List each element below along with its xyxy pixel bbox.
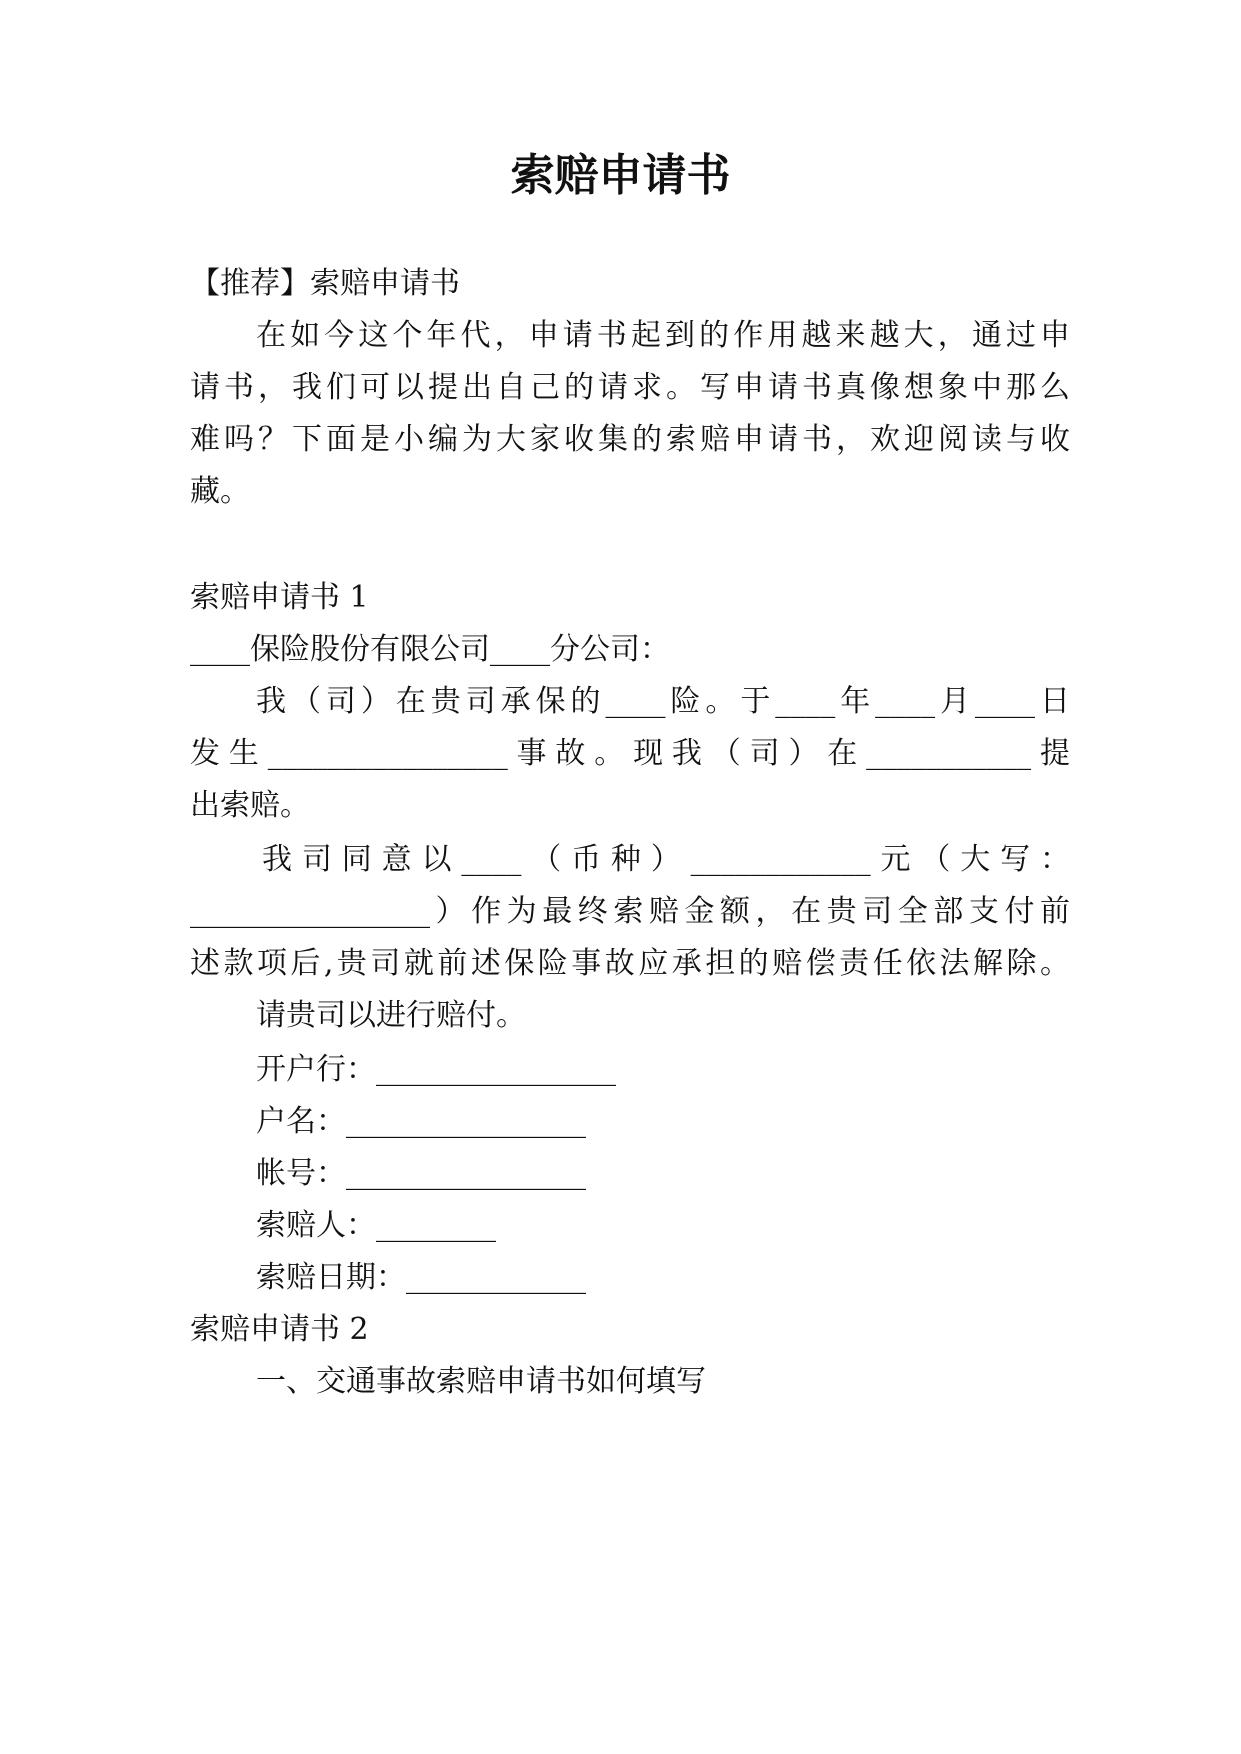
paragraph-line: 发生________________事故。现我（司）在___________提 xyxy=(190,736,1070,771)
addressee-line: ____保险股份有限公司____分公司： xyxy=(190,632,670,667)
paragraph-line: 难吗？下面是小编为大家收集的索赔申请书，欢迎阅读与收 xyxy=(190,422,1070,457)
claim-date-field: 索赔日期：____________ xyxy=(256,1260,586,1295)
paragraph-line: 藏。 xyxy=(190,474,250,509)
subsection-heading: 一、交通事故索赔申请书如何填写 xyxy=(256,1364,706,1399)
request-line: 请贵司以进行赔付。 xyxy=(256,998,526,1033)
section-heading-1: 索赔申请书 1 xyxy=(190,580,369,615)
intro-heading: 【推荐】索赔申请书 xyxy=(190,266,460,301)
paragraph-line: 我（司）在贵司承保的____险。于____年____月____日 xyxy=(256,684,1070,719)
bank-field: 开户行：________________ xyxy=(256,1052,616,1087)
section-heading-2: 索赔申请书 2 xyxy=(190,1312,369,1347)
account-name-field: 户名：________________ xyxy=(256,1104,586,1139)
paragraph-line: ________________）作为最终索赔金额，在贵司全部支付前 xyxy=(190,894,1070,929)
paragraph-line: 我司同意以____（币种）____________元（大写： xyxy=(262,842,1070,877)
paragraph-line: 请书，我们可以提出自己的请求。写申请书真像想象中那么 xyxy=(190,370,1070,405)
paragraph-line: 出索赔。 xyxy=(190,788,310,823)
paragraph-line: 述款项后,贵司就前述保险事故应承担的赔偿责任依法解除。 xyxy=(190,946,1070,981)
account-number-field: 帐号：________________ xyxy=(256,1156,586,1191)
paragraph-line: 在如今这个年代，申请书起到的作用越来越大，通过申 xyxy=(256,318,1070,353)
claimant-field: 索赔人：________ xyxy=(256,1208,496,1243)
document-title: 索赔申请书 xyxy=(510,150,731,201)
